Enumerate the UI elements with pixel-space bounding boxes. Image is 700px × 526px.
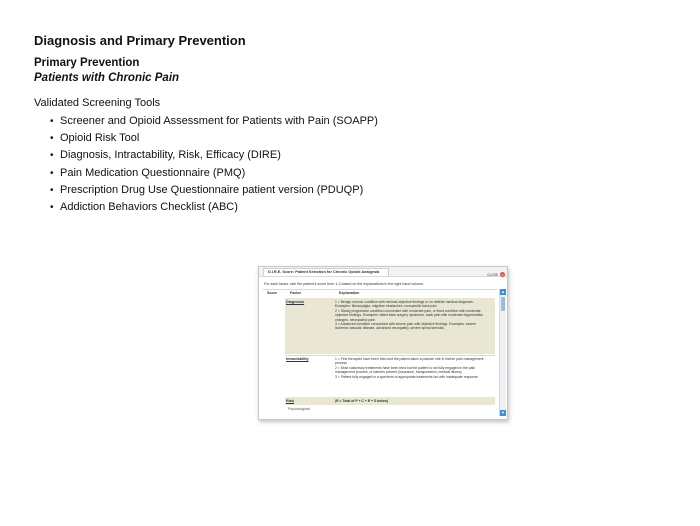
list-item	[50, 130, 378, 147]
window-tab[interactable]: D.I.R.E. Score: Patient Selection for Chronic Opioid Analgesia	[263, 268, 389, 276]
column-header-explanation: Explanation	[339, 291, 360, 295]
tool-name: Opioid Risk Tool	[60, 132, 140, 145]
divider	[263, 289, 497, 290]
tool-name: Diagnosis, Intractability, Risk, Efficacy (DIRE)	[60, 149, 281, 162]
tool-name: Screener and Opioid Assessment for Patients with Pain (SOAPP)	[60, 115, 378, 127]
factor-explanation: 1 = Benign chronic condition with minimal objective findings or no definite medical diagnosis. Examples: fibromyalgia, migraine headaches, nonspecific back pain 2 = Slowly progressive condition concordant with moderate pain, or fixed condition with moderate objective findings. Examples: failed back surgery syndrome, back pain with moderate degenerative changes, neuropathic pain 3 = Advanced condition concordant with severe pain with objective findings. Examples: severe ischemic vascular disease, advanced neuropathy, severe spinal stenosis	[335, 300, 484, 331]
column-header-factor: Factor	[290, 291, 301, 295]
close-icon[interactable]: ×	[501, 272, 504, 277]
chronic-pain-subheading: Patients with Chronic Pain	[34, 72, 180, 84]
primary-prevention-heading: Primary Prevention	[34, 57, 140, 69]
tool-name: Prescription Drug Use Questionnaire patient version (PDUQP)	[60, 183, 364, 196]
screening-tools-list	[50, 113, 378, 216]
scroll-up-icon[interactable]: ▲	[501, 289, 505, 294]
table-row	[285, 298, 495, 354]
table-header	[263, 291, 497, 298]
tool-name: Pain Medication Questionnaire (PMQ)	[60, 166, 246, 179]
list-item	[50, 165, 378, 182]
list-item	[50, 182, 378, 199]
table-row	[285, 397, 495, 405]
factor-name: Diagnosis	[286, 300, 305, 304]
factor-explanation: 1 = Few therapies have been tried and the patient takes a passive role in his/her pain management process 2 = Most customary treatments have been tried but the patient is not fully engaged in the pain management process, or barriers prevent (insurance, transportation, medical illness) 3 = Patient fully engaged in a spectrum of appropriate treatments but with inadequate response	[335, 357, 484, 379]
slide-title: Diagnosis and Primary Prevention	[34, 33, 246, 48]
window-instructions: For each factor, rate the patient's score from 1-3 based on the explanations in the right hand column.	[264, 282, 424, 286]
scroll-thumb[interactable]	[501, 297, 505, 311]
tool-name: Addiction Behaviors Checklist (ABC)	[60, 201, 238, 214]
table-row	[285, 355, 495, 395]
vertical-scrollbar[interactable]	[499, 289, 506, 416]
window-titlebar	[259, 267, 507, 277]
list-item	[50, 199, 378, 216]
list-item	[50, 113, 378, 130]
factor-subitem: Psychological:	[288, 407, 311, 411]
close-label[interactable]: CLOSE	[487, 273, 498, 277]
column-header-score: Score	[267, 291, 277, 295]
dire-score-window	[258, 266, 508, 420]
factor-name: Risk	[286, 399, 295, 403]
screening-tools-label: Validated Screening Tools	[34, 97, 161, 109]
factor-name: Intractability	[286, 357, 309, 361]
list-item	[50, 147, 378, 164]
scroll-down-icon[interactable]: ▼	[501, 410, 505, 415]
factor-explanation: (R = Total of P + C + R + S below)	[335, 399, 389, 403]
